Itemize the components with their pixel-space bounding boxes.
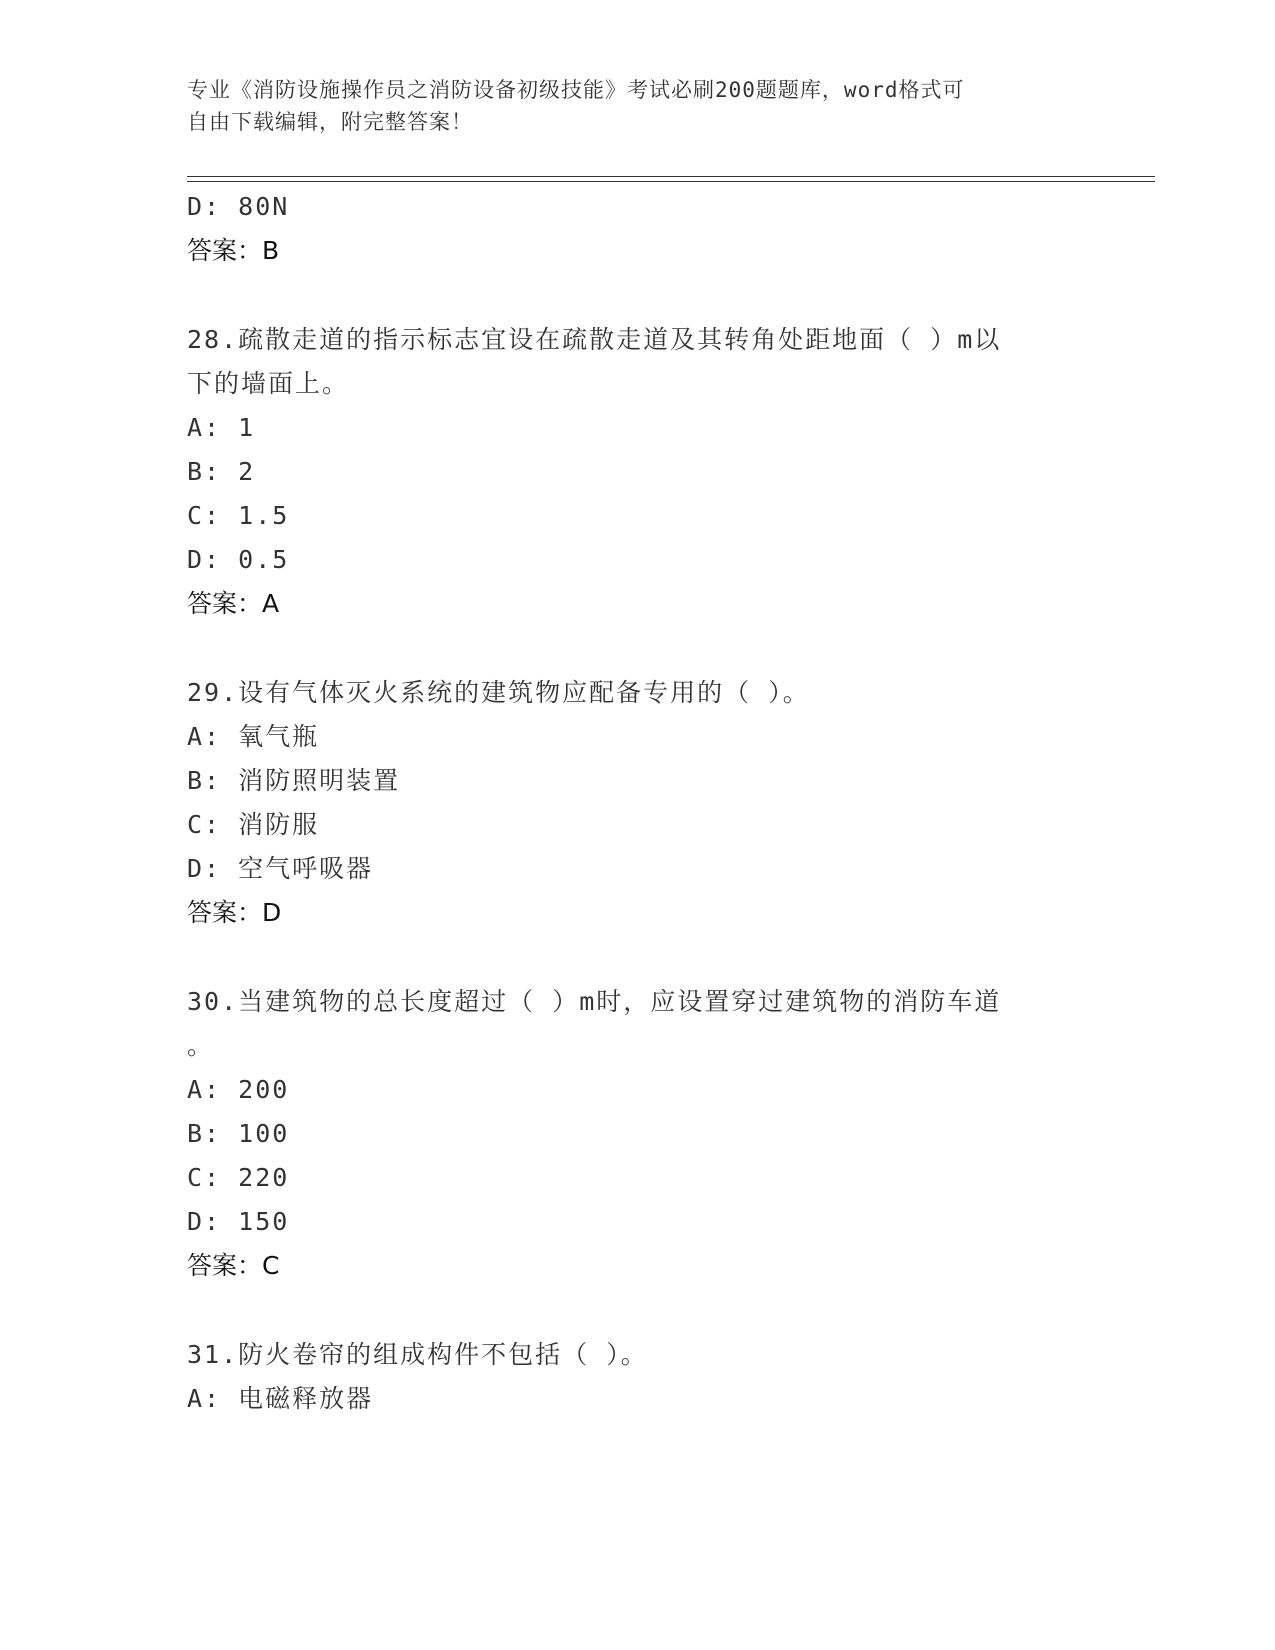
q31-stem-line-1: 31.防火卷帘的组成构件不包括（ ）。 xyxy=(187,1340,648,1369)
q28-option-b: B: 2 xyxy=(187,457,256,486)
header-line-2: 自由下载编辑，附完整答案！ xyxy=(187,110,473,134)
q28-option-c: C: 1.5 xyxy=(187,501,290,530)
q31-option-a: A: 电磁释放器 xyxy=(187,1384,374,1413)
header-line-1: 专业《消防设施操作员之消防设备初级技能》考试必刷200题题库，word格式可 xyxy=(187,78,965,102)
q30-option-b: B: 100 xyxy=(187,1119,290,1148)
q28-stem-line-1: 28.疏散走道的指示标志宜设在疏散走道及其转角处距地面（ ）m以 xyxy=(187,325,1002,354)
q28-stem-line-2: 下的墙面上。 xyxy=(187,369,350,398)
q29-option-b: B: 消防照明装置 xyxy=(187,766,401,795)
q30-option-d: D: 150 xyxy=(187,1207,290,1236)
prev-answer: 答案：B xyxy=(187,236,280,265)
q29-option-a: A: 氧气瓶 xyxy=(187,722,320,751)
document-header xyxy=(187,74,1067,138)
header-divider-bottom xyxy=(187,181,1155,182)
q30-option-a: A: 200 xyxy=(187,1075,290,1104)
q29-option-d: D: 空气呼吸器 xyxy=(187,854,374,883)
q28-option-a: A: 1 xyxy=(187,413,256,442)
q28-option-d: D: 0.5 xyxy=(187,545,290,574)
q28-answer: 答案：A xyxy=(187,589,280,618)
q29-option-c: C: 消防服 xyxy=(187,810,320,839)
prev-option-d: D: 80N xyxy=(187,192,290,221)
q30-option-c: C: 220 xyxy=(187,1163,290,1192)
header-divider-top xyxy=(187,176,1155,177)
q30-answer: 答案：C xyxy=(187,1251,280,1280)
q30-stem-line-1: 30.当建筑物的总长度超过（ ）m时，应设置穿过建筑物的消防车道 xyxy=(187,987,1002,1016)
q29-answer: 答案：D xyxy=(187,898,282,927)
q30-stem-line-2: 。 xyxy=(187,1031,215,1060)
q29-stem-line-1: 29.设有气体灭火系统的建筑物应配备专用的（ ）。 xyxy=(187,678,810,707)
